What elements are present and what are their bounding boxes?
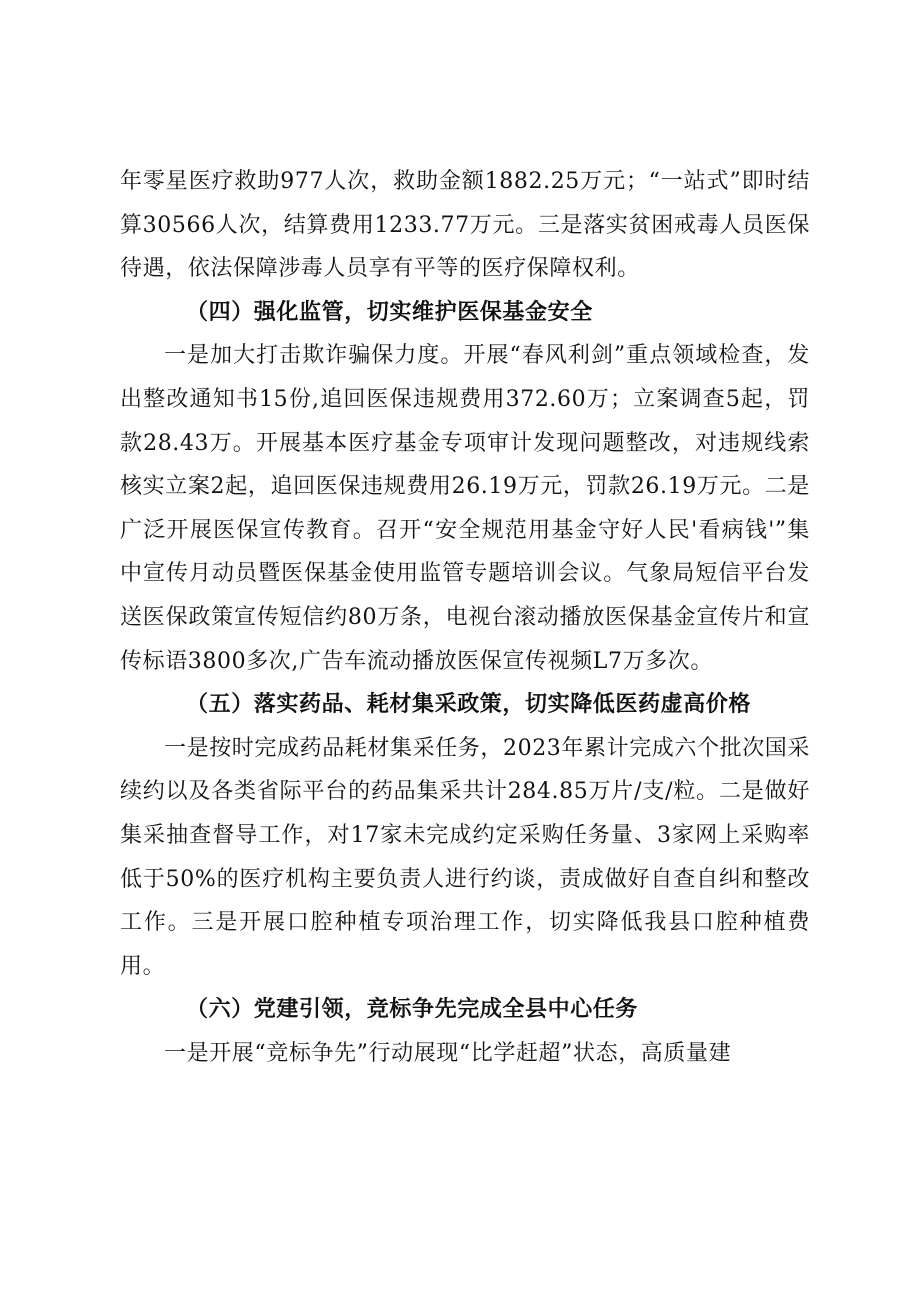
section-heading-party-building: （六）党建引领，竞标争先完成全县中心任务 xyxy=(186,997,639,1023)
paragraph-fraud-crackdown: 一是加大打击欺诈骗保力度。开展“春风利剑”重点领域检查，发出整改通知书15份,追回医保违规费用372.60万；立案调查5起，罚款28.43万。开展基本医疗基金专项审计发现问题整改，对违规线索核实立案2起，追回医保违规费用26.19万元，罚款26.19万元。二是广泛开展医保宣传教育。召开“安全规范用基金守好人民'看病钱'”集中宣传月动员暨医保基金使用监管专题培训会议。气象局短信平台发送医保政策宣传短信约80万条，电视台滚动播放医保基金宣传片和宣传标语3800多次,广告车流动播放医保宣传视频L7万多次。 xyxy=(120,343,810,674)
paragraph-procurement-tasks: 一是按时完成药品耗材集采任务，2023年累计完成六个批次国采续约以及各类省际平台的药品集采共计284.85万片/支/粒。二是做好集采抽查督导工作，对17家未完成约定采购任务量、3家网上采购率低于50%的医疗机构主要负责人进行约谈，责成做好自查自纠和整改工作。三是开展口腔种植专项治理工作，切实降低我县口腔种植费用。 xyxy=(120,735,810,979)
paragraph-competition-campaign: 一是开展“竞标争先”行动展现“比学赶超”状态，高质量建 xyxy=(164,1040,732,1066)
section-heading-supervision: （四）强化监管，切实维护医保基金安全 xyxy=(186,299,593,325)
paragraph-medical-aid-continued: 年零星医疗救助977人次，救助金额1882.25万元；“一站式”即时结算30566人次，结算费用1233.77万元。三是落实贫困戒毒人员医保待遇，依法保障涉毒人员享有平等的医疗保障权利。 xyxy=(120,169,810,282)
document-body xyxy=(120,160,810,1075)
section-heading-centralized-procurement: （五）落实药品、耗材集采政策，切实降低医药虚高价格 xyxy=(186,692,752,718)
